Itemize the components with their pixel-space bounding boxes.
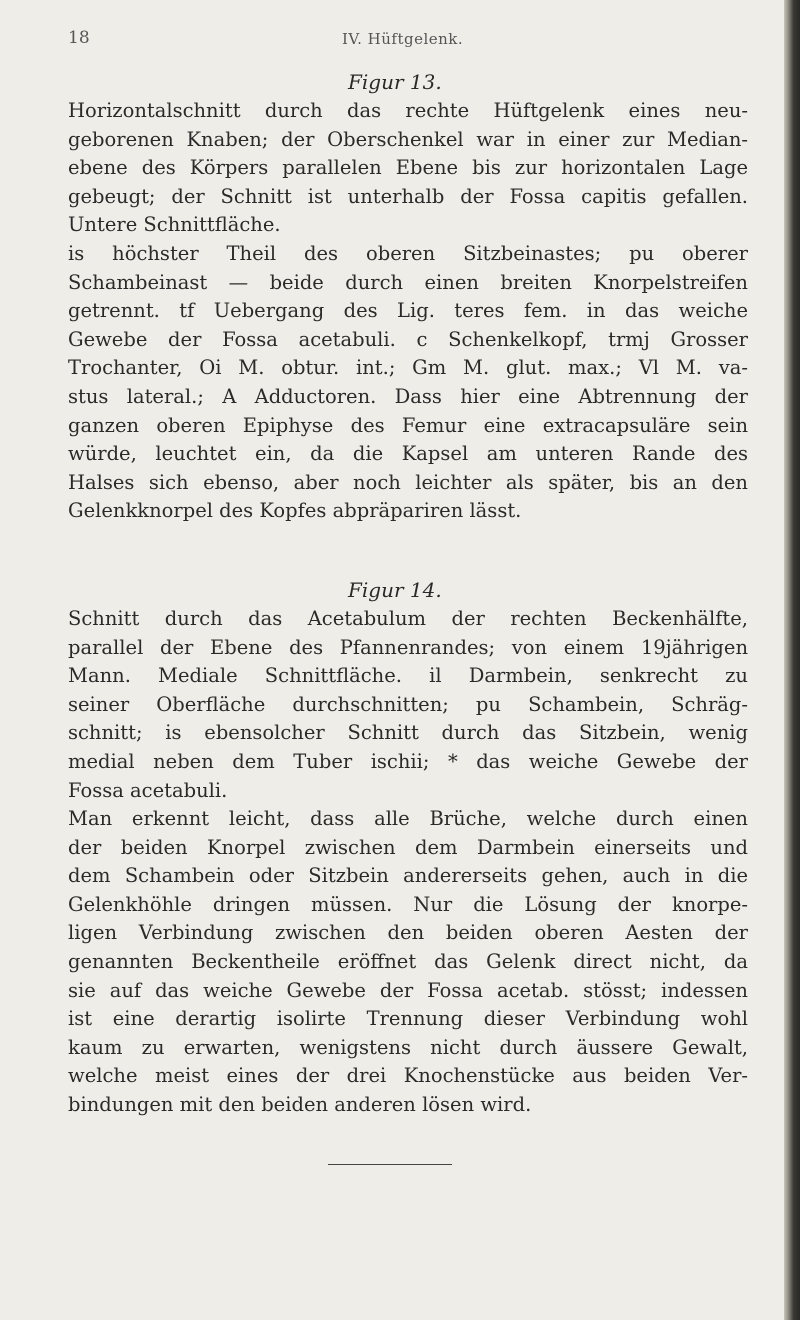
- text-line: bindungen mit den beiden anderen lösen wird.: [68, 1092, 532, 1116]
- text-line: gebeugt; der Schnitt ist unterhalb der Fossa capitis gefallen.: [68, 184, 748, 208]
- text-line: Trochanter, Oi M. obtur. int.; Gm M. glut. max.; Vl M. va-: [68, 356, 748, 380]
- text-line: stus lateral.; A Adductoren. Dass hier eine Abtrennung der: [68, 384, 748, 408]
- text-line: genannten Beckentheile eröffnet das Gelenk direct nicht, da: [68, 949, 748, 973]
- text-line: ligen Verbindung zwischen den beiden oberen Aesten der: [68, 921, 748, 945]
- text-line: medial neben dem Tuber ischii; * das weiche Gewebe der: [68, 749, 748, 773]
- text-line: seiner Oberfläche durchschnitten; pu Schambein, Schräg-: [68, 692, 748, 716]
- text-line: ganzen oberen Epiphyse des Femur eine extracapsuläre sein: [68, 413, 748, 437]
- text-line: welche meist eines der drei Knochenstücke aus beiden Ver-: [68, 1064, 748, 1088]
- text-line: Gelenkhöhle dringen müssen. Nur die Lösung der knorpe-: [68, 892, 748, 916]
- text-line: schnitt; is ebensolcher Schnitt durch das Sitzbein, wenig: [68, 721, 748, 745]
- page-edge: [784, 0, 800, 1320]
- text-line: Gelenkknorpel des Kopfes abpräpariren lässt.: [68, 499, 522, 523]
- figure-13-caption: Figur 13.: [348, 70, 442, 94]
- figure-13-legend: [68, 240, 748, 526]
- text-line: Mann. Mediale Schnittfläche. il Darmbein, senkrecht zu: [68, 664, 748, 688]
- text-line: kaum zu erwarten, wenigstens nicht durch äussere Gewalt,: [68, 1035, 748, 1059]
- text-line: ist eine derartig isolirte Trennung dieser Verbindung wohl: [68, 1007, 748, 1031]
- text-line: Man erkennt leicht, dass alle Brüche, welche durch einen: [68, 807, 748, 830]
- end-rule: [328, 1164, 452, 1165]
- figure-14-caption: Figur 14.: [348, 578, 442, 602]
- text-line: Untere Schnittfläche.: [68, 213, 281, 237]
- text-line: sie auf das weiche Gewebe der Fossa acetab. stösst; indessen: [68, 978, 748, 1002]
- text-line: der beiden Knorpel zwischen dem Darmbein einerseits und: [68, 835, 748, 859]
- running-title: IV. Hüftgelenk.: [342, 30, 464, 48]
- text-line: Gewebe der Fossa acetabuli. c Schenkelkopf, trmj Grosser: [68, 327, 748, 351]
- figure-14-discussion: [68, 805, 748, 1120]
- text-line: getrennt. tf Uebergang des Lig. teres fem. in das weiche: [68, 299, 748, 323]
- text-line: geborenen Knaben; der Oberschenkel war in einer zur Median-: [68, 127, 748, 151]
- text-line: Schambeinast — beide durch einen breiten Knorpelstreifen: [68, 270, 748, 294]
- text-line: parallel der Ebene des Pfannenrandes; von einem 19jährigen: [68, 635, 748, 659]
- text-line: dem Schambein oder Sitzbein andererseits gehen, auch in die: [68, 864, 748, 888]
- text-line: Horizontalschnitt durch das rechte Hüftgelenk eines neu-: [68, 99, 748, 122]
- figure-14-description: [68, 605, 748, 805]
- text-line: Schnitt durch das Acetabulum der rechten Beckenhälfte,: [68, 607, 748, 630]
- page-number: 18: [68, 28, 90, 48]
- text-line: ebene des Körpers parallelen Ebene bis zur horizontalen Lage: [68, 156, 748, 180]
- text-line: Fossa acetabuli.: [68, 778, 228, 802]
- text-line: is höchster Theil des oberen Sitzbeinastes; pu oberer: [68, 242, 748, 265]
- text-line: Halses sich ebenso, aber noch leichter als später, bis an den: [68, 470, 748, 494]
- figure-13-description: [68, 97, 748, 240]
- text-line: würde, leuchtet ein, da die Kapsel am unteren Rande des: [68, 442, 748, 466]
